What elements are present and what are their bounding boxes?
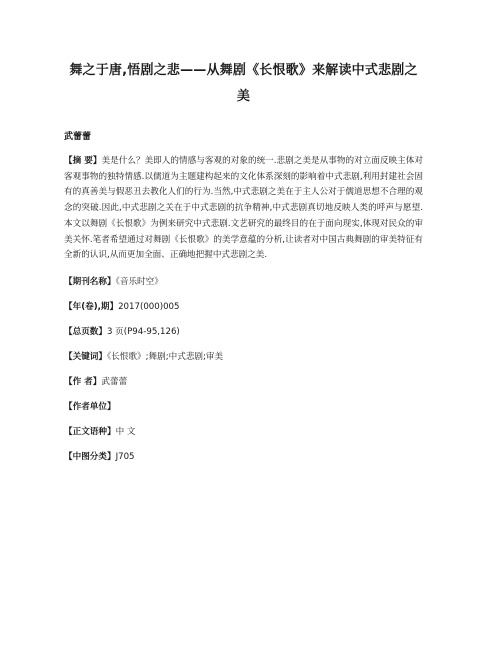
field-page-count [64,326,423,339]
field-label: 【关键词】 [64,351,107,362]
field-value: 《长恨歌》;舞剧;中式悲剧;审美 [106,351,224,362]
field-value: 2017(000)005 [118,301,180,312]
author-name: 武蕾蕾 [64,132,92,142]
field-label: 【总页数】 [64,326,107,337]
field-affiliation [64,401,423,414]
field-journal-name [64,276,423,289]
field-label: 【期刊名称】 [64,276,116,287]
field-label: 【作 者】 [64,376,102,387]
field-value: 《音乐时空》 [115,276,163,287]
field-classification [64,451,423,464]
field-value: 武蕾蕾 [101,376,128,387]
field-keywords [64,351,423,364]
field-value: J705 [115,451,135,462]
abstract [64,154,423,264]
field-label: 【正文语种】 [64,426,116,437]
article-title: 舞之于唐,悟剧之悲——从舞剧《长恨歌》来解读中式悲剧之美 [69,63,418,104]
abstract-label: 【摘 要】 [64,156,102,166]
field-label: 【年(卷),期】 [64,301,119,312]
field-label: 【中图分类】 [64,451,116,462]
field-value: 中 文 [115,426,136,437]
field-author [64,376,423,389]
field-volume-issue [64,301,423,314]
abstract-text: 美是什么？美即人的情感与客观的对象的统一.悲剧之美是从事物的对立面反映主体对客观事物的独特情感.以儒道为主题建构起来的文化体系深刻的影响着中式悲剧,利用封建社会固有的真善美与假恶丑去教化人们的行为.当然,中式悲剧之美在于主人公对于儒道思想不合理的观念的突破.因此,中式悲剧之关在于中式悲剧的抗争精神,中式悲剧真切地反映人类的呼声与愿望.本文以舞剧《长恨歌》为例来研究中式悲剧.文艺研究的最终目的在于面向现实,体现对民众的审美关怀.笔者希望通过对舞剧《长恨歌》的美学意蕴的分析,让读者对中国古典舞剧的审美特征有全新的认识,从而更加全面、正确地把握中式悲剧之美. [64,156,423,261]
field-value: 3 页(P94-95,126) [106,326,180,337]
field-language [64,426,423,439]
field-label: 【作者单位】 [64,401,116,412]
